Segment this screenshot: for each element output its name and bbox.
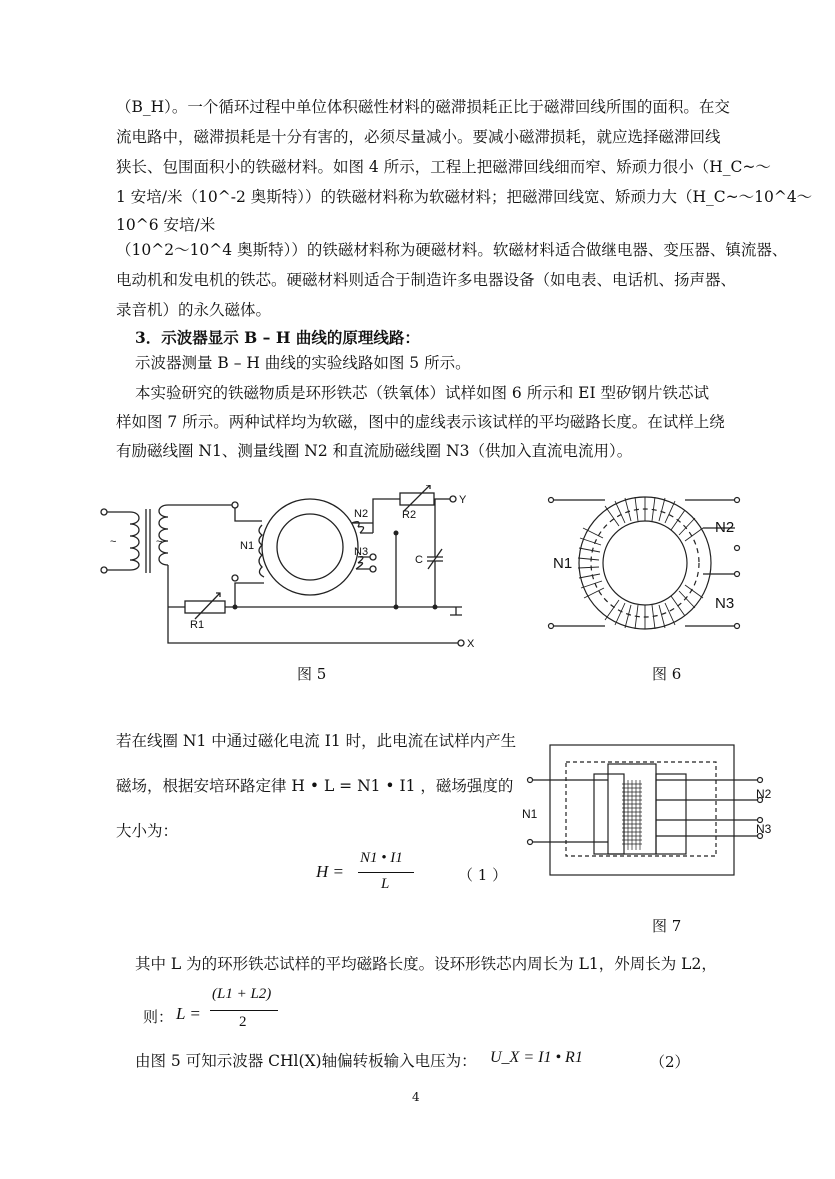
text-line: 本实验研究的铁磁物质是环形铁芯（铁氧体）试样如图 6 所示和 EI 型矽钢片铁芯试 bbox=[135, 384, 710, 402]
text-line: （10^2～10^4 奥斯特））的铁磁材料称为硬磁材料。软磁材料适合做继电器、变压器、镇流器、 bbox=[116, 241, 788, 259]
text-line: 其中 L 为的环形铁芯试样的平均磁路长度。设环形铁芯内周长为 L1，外周长为 L2， bbox=[135, 955, 717, 973]
text-line: 狭长、包围面积小的铁磁材料。如图 4 所示，工程上把磁滞回线细而窄、矫顽力很小（H_C~～ bbox=[116, 158, 771, 176]
eq-denominator: L bbox=[381, 876, 390, 892]
fraction-bar bbox=[210, 1010, 278, 1011]
label-r2: R2 bbox=[402, 509, 417, 521]
eq-numerator: N1 • I1 bbox=[360, 850, 403, 866]
eq-prefix: 则： bbox=[143, 1008, 174, 1026]
label-r1: R1 bbox=[190, 619, 205, 631]
label-x: X bbox=[467, 638, 475, 650]
label-n2: N2 bbox=[756, 787, 772, 801]
text-line: 若在线圈 N1 中通过磁化电流 I1 时，此电流在试样内产生 bbox=[116, 732, 517, 750]
label-c: C bbox=[415, 554, 423, 566]
eq-denominator: 2 bbox=[239, 1014, 247, 1030]
figure-5-circuit bbox=[90, 485, 480, 655]
label-n1: N1 bbox=[240, 540, 255, 552]
label-n2: N2 bbox=[354, 508, 369, 520]
eq-tag: （2） bbox=[650, 1053, 690, 1071]
text-line: 录音机）的永久磁体。 bbox=[116, 301, 272, 319]
text-line: 样如图 7 所示。两种试样均为软磁，图中的虚线表示该试样的平均磁路长度。在试样上绕 bbox=[116, 413, 725, 431]
eq-lhs: L = bbox=[176, 1004, 201, 1023]
fraction-bar bbox=[358, 872, 414, 873]
label-n3: N3 bbox=[354, 546, 369, 558]
text-line: （B_H）。一个循环过程中单位体积磁性材料的磁滞损耗正比于磁滞回线所围的面积。在交 bbox=[116, 98, 730, 116]
text-line: 10^6 安培/米 bbox=[116, 216, 216, 234]
text-line: 大小为： bbox=[116, 822, 179, 840]
text-line: 流电路中，磁滞损耗是十分有害的，必须尽量减小。要减小磁滞损耗，就应选择磁滞回线 bbox=[116, 128, 721, 146]
text-line: 1 安培/米（10^-2 奥斯特））的铁磁材料称为软磁材料；把磁滞回线宽、矫顽力大（H_C~～10^4～ bbox=[116, 188, 813, 206]
text-line: 示波器测量 B – H 曲线的实验线路如图 5 所示。 bbox=[135, 354, 471, 372]
text-line: 磁场，根据安培环路定律 H • L = N1 • I1 ，磁场强度的 bbox=[116, 777, 514, 795]
figure-6-caption: 图 6 bbox=[652, 665, 682, 683]
text-line: 由图 5 可知示波器 CHl(X)轴偏转板输入电压为： bbox=[135, 1052, 477, 1070]
label-n2: N2 bbox=[715, 519, 735, 536]
figure-5-caption: 图 5 bbox=[297, 665, 327, 683]
text-line: 有励磁线圈 N1、测量线圈 N2 和直流励磁线圈 N3（供加入直流电流用）。 bbox=[116, 442, 633, 460]
label-n3: N3 bbox=[715, 595, 735, 612]
eq-lhs: H = bbox=[316, 862, 344, 881]
label-y: Y bbox=[459, 494, 467, 506]
figure-7-ei-core bbox=[518, 744, 788, 876]
eq-tag: （ 1 ） bbox=[458, 866, 508, 884]
figure-7-caption: 图 7 bbox=[652, 917, 682, 935]
label-n1: N1 bbox=[553, 555, 573, 572]
ac-symbol: ~ bbox=[110, 536, 117, 548]
eq-ux: U_X = I1 • R1 bbox=[490, 1049, 583, 1066]
label-n1: N1 bbox=[522, 807, 538, 821]
page-number: 4 bbox=[412, 1090, 420, 1104]
ac-symbol: ~ bbox=[156, 536, 163, 548]
eq-numerator: (L1 + L2) bbox=[212, 986, 272, 1002]
figure-6-toroid bbox=[545, 488, 760, 638]
text-line: 电动机和发电机的铁芯。硬磁材料则适合于制造许多电器设备（如电表、电话机、扬声器、 bbox=[116, 271, 737, 289]
label-n3: N3 bbox=[756, 822, 772, 836]
section-heading: 3．示波器显示 B – H 曲线的原理线路： bbox=[135, 328, 420, 347]
